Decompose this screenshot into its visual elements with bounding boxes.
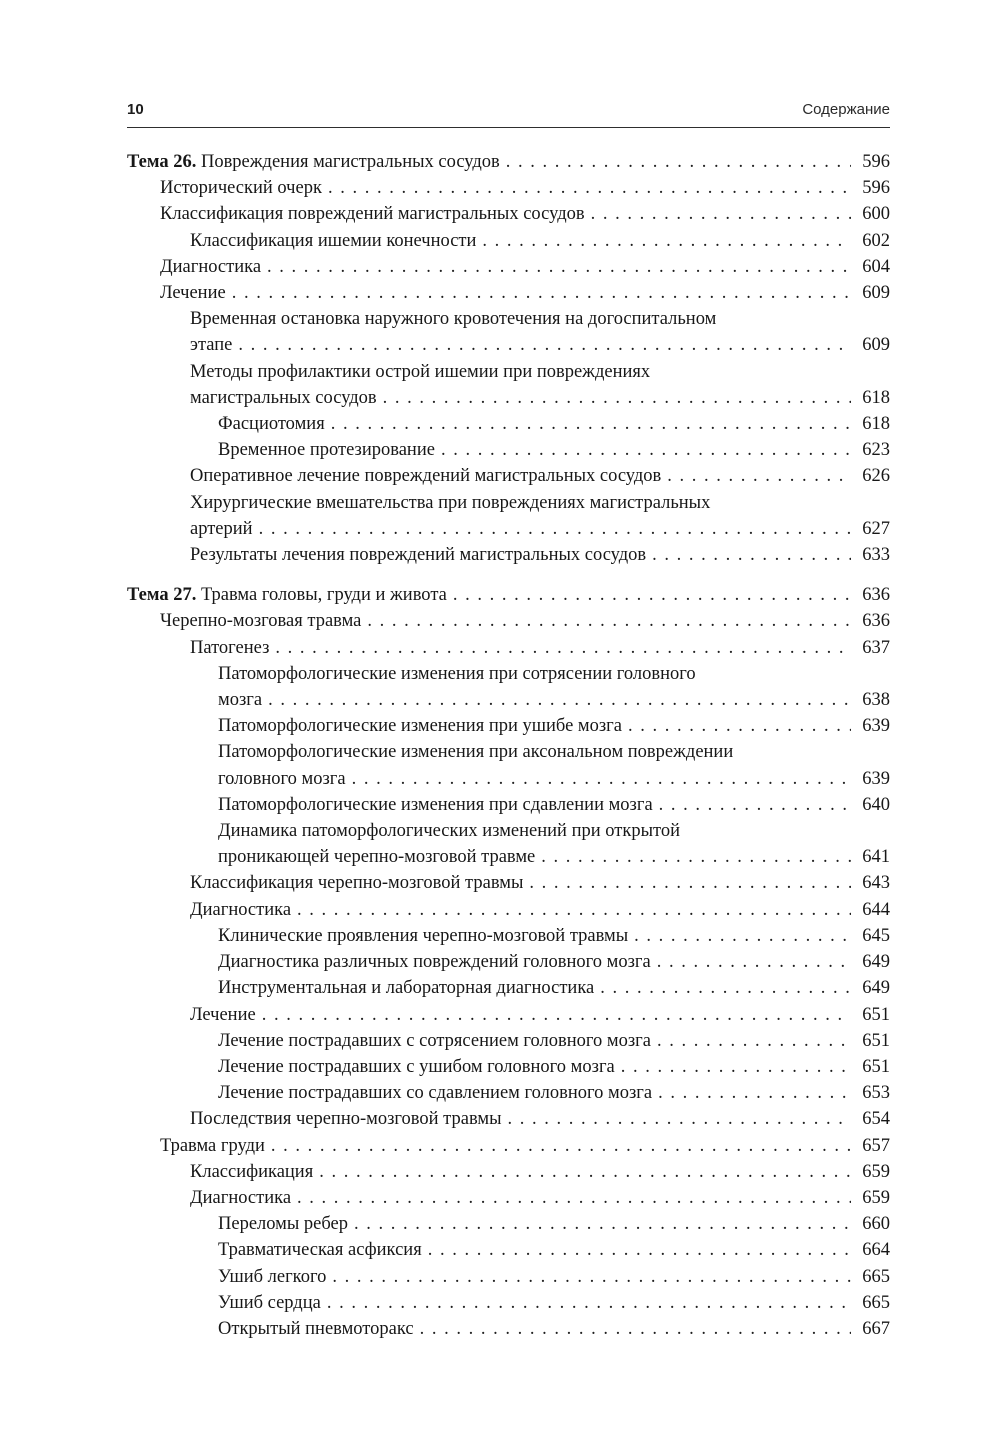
toc-entry-page: 639 — [862, 716, 890, 737]
toc-entry-title: Классификация — [190, 1161, 314, 1182]
dot-leader — [453, 582, 851, 608]
dot-leader — [327, 1290, 851, 1316]
dot-leader — [271, 1133, 851, 1159]
toc-entry-page: 651 — [862, 1056, 890, 1077]
toc-entry — [127, 1237, 890, 1263]
toc-entry-page: 664 — [862, 1240, 890, 1261]
toc-entry-title: этапе — [190, 335, 233, 356]
toc-entry-title: Диагностика — [160, 256, 262, 277]
dot-leader — [275, 635, 851, 661]
toc-entry-title: Оперативное лечение повреждений магистральных сосудов — [190, 466, 662, 487]
toc-line — [127, 766, 890, 792]
toc-entry-page: 596 — [862, 178, 890, 199]
toc-line — [127, 254, 890, 280]
toc-line — [127, 463, 890, 489]
toc-entry-title: Временная остановка наружного кровотечения на догоспитальном — [190, 309, 717, 330]
toc-entry-page: 653 — [862, 1083, 890, 1104]
toc-entry-title: Временное протезирование — [218, 440, 435, 461]
toc-entry — [127, 923, 890, 949]
toc-line — [127, 897, 890, 923]
toc-line — [127, 1316, 890, 1342]
toc-entry — [127, 608, 890, 634]
toc-entry-page: 651 — [862, 1004, 890, 1025]
dot-leader — [634, 923, 851, 949]
toc-line — [127, 1002, 890, 1028]
toc-entry — [127, 201, 890, 227]
toc-entry-title: Лечение пострадавших с сотрясением головного мозга — [218, 1030, 651, 1051]
toc-entry-title: Черепно-мозговая травма — [160, 611, 362, 632]
toc-line — [127, 359, 890, 385]
toc-entry — [127, 1080, 890, 1106]
dot-leader — [621, 1054, 851, 1080]
toc-line — [127, 1237, 890, 1263]
toc-line — [127, 661, 890, 687]
toc-line — [127, 1290, 890, 1316]
toc-entry-title: артерий — [190, 518, 253, 539]
toc-entry-title: Динамика патоморфологических изменений при открытой — [218, 821, 681, 842]
toc-entry-title: Патогенез — [190, 637, 270, 658]
toc-entry-title: Открытый пневмоторакс — [218, 1318, 414, 1339]
toc-entry-page: 644 — [862, 899, 890, 920]
toc-entry-title: магистральных сосудов — [190, 387, 377, 408]
dot-leader — [529, 870, 851, 896]
dot-leader — [354, 1211, 851, 1237]
dot-leader — [297, 1185, 851, 1211]
page-header — [127, 101, 890, 128]
toc-entry-page: 645 — [862, 925, 890, 946]
toc-entry-title: Лечение пострадавших со сдавлением головного мозга — [218, 1083, 653, 1104]
toc-entry — [127, 1211, 890, 1237]
toc-entry — [127, 870, 890, 896]
toc-entry-title: Лечение — [160, 283, 226, 304]
toc-entry-prefix: Тема 27. — [127, 585, 201, 606]
toc-entry-title: проникающей черепно-мозговой травме — [218, 847, 536, 868]
toc-entry-title: Классификация черепно-мозговой травмы — [190, 873, 524, 894]
toc-entry — [127, 359, 890, 411]
toc-entry-title: Лечение пострадавших с ушибом головного мозга — [218, 1056, 615, 1077]
toc-entry — [127, 437, 890, 463]
toc-entry-title: Клинические проявления черепно-мозговой травмы — [218, 925, 629, 946]
toc-line — [127, 844, 890, 870]
toc-entry-title: Ушиб легкого — [218, 1266, 327, 1287]
toc-entry-page: 596 — [862, 152, 890, 172]
toc-entry-title: головного мозга — [218, 768, 346, 789]
dot-leader — [319, 1159, 851, 1185]
toc-entry-page: 627 — [862, 518, 890, 539]
toc-entry-page: 665 — [862, 1292, 890, 1313]
dot-leader — [383, 385, 851, 411]
toc-line — [127, 201, 890, 227]
toc-line — [127, 1080, 890, 1106]
toc-entry-title: Переломы ребер — [218, 1214, 349, 1235]
toc-line — [127, 949, 890, 975]
toc-entry-page: 623 — [862, 440, 890, 461]
toc-entry-title: Патоморфологические изменения при аксональном повреждении — [218, 742, 734, 763]
toc-entry — [127, 1054, 890, 1080]
toc-entry — [127, 306, 890, 358]
dot-leader — [428, 1237, 851, 1263]
toc-line — [127, 1211, 890, 1237]
toc-list — [127, 149, 890, 1342]
book-page — [127, 101, 890, 1342]
dot-leader — [652, 542, 851, 568]
toc-entry — [127, 1106, 890, 1132]
toc-entry-page: 641 — [862, 847, 890, 868]
toc-entry — [127, 661, 890, 713]
toc-entry-page: 633 — [862, 545, 890, 566]
toc-entry-page: 667 — [862, 1318, 890, 1339]
toc-entry — [127, 463, 890, 489]
dot-leader — [297, 897, 851, 923]
toc-entry-title: Методы профилактики острой ишемии при повреждениях — [190, 361, 651, 382]
toc-entry-prefix: Тема 26. — [127, 152, 201, 172]
dot-leader — [259, 516, 851, 542]
toc-line — [127, 870, 890, 896]
dot-leader — [600, 975, 851, 1001]
toc-line — [127, 385, 890, 411]
toc-entry — [127, 897, 890, 923]
toc-entry — [127, 411, 890, 437]
toc-entry-page: 659 — [862, 1161, 890, 1182]
dot-leader — [658, 1080, 851, 1106]
toc-line — [127, 1185, 890, 1211]
toc-line — [127, 149, 890, 175]
toc-line — [127, 635, 890, 661]
toc-line — [127, 818, 890, 844]
toc-entry-page: 640 — [862, 794, 890, 815]
toc-entry-page: 639 — [862, 768, 890, 789]
toc-entry-page: 657 — [862, 1135, 890, 1156]
dot-leader — [331, 411, 851, 437]
toc-entry-page: 609 — [862, 283, 890, 304]
toc-entry — [127, 1185, 890, 1211]
toc-line — [127, 175, 890, 201]
dot-leader — [262, 1002, 851, 1028]
toc-entry — [127, 1133, 890, 1159]
toc-line — [127, 739, 890, 765]
dot-leader — [232, 280, 851, 306]
toc-line — [127, 437, 890, 463]
toc-entry — [127, 635, 890, 661]
toc-entry-page: 618 — [862, 387, 890, 408]
toc-line — [127, 923, 890, 949]
toc-entry — [127, 713, 890, 739]
toc-entry-title: Диагностика — [190, 899, 292, 920]
toc-entry-title: мозга — [218, 690, 263, 711]
toc-entry-title: Патоморфологические изменения при сотрясении головного — [218, 663, 696, 684]
toc-entry — [127, 792, 890, 818]
toc-entry-page: 600 — [862, 204, 890, 225]
toc-entry-page: 643 — [862, 873, 890, 894]
header-title: Содержание — [802, 101, 890, 118]
toc-entry — [127, 818, 890, 870]
toc-entry — [127, 490, 890, 542]
toc-entry — [127, 228, 890, 254]
toc-entry — [127, 280, 890, 306]
toc-entry — [127, 254, 890, 280]
toc-line — [127, 1159, 890, 1185]
toc-line — [127, 306, 890, 332]
toc-entry-title: Патоморфологические изменения при ушибе мозга — [218, 716, 622, 737]
toc-entry-title: Инструментальная и лабораторная диагностика — [218, 978, 595, 999]
toc-entry — [127, 975, 890, 1001]
toc-entry-page: 636 — [862, 585, 890, 606]
toc-line — [127, 1264, 890, 1290]
toc-line — [127, 792, 890, 818]
dot-leader — [267, 254, 851, 280]
toc-entry-page: 649 — [862, 978, 890, 999]
toc-entry-page: 626 — [862, 466, 890, 487]
toc-entry-title: Патоморфологические изменения при сдавлении мозга — [218, 794, 653, 815]
toc-entry-page: 654 — [862, 1109, 890, 1130]
toc-entry — [127, 1290, 890, 1316]
toc-entry-page: 618 — [862, 414, 890, 435]
toc-line — [127, 608, 890, 634]
dot-leader — [328, 175, 851, 201]
toc-entry-title: Классификация повреждений магистральных сосудов — [160, 204, 585, 225]
toc-entry — [127, 582, 890, 608]
toc-entry-title: Последствия черепно-мозговой травмы — [190, 1109, 502, 1130]
toc-entry-title: Диагностика — [190, 1187, 292, 1208]
page-number: 10 — [127, 101, 144, 118]
toc-entry-title: Классификация ишемии конечности — [190, 230, 477, 251]
toc-entry-page: 637 — [862, 637, 890, 658]
toc-entry — [127, 542, 890, 568]
toc-line — [127, 687, 890, 713]
toc-entry-page: 651 — [862, 1030, 890, 1051]
dot-leader — [441, 437, 851, 463]
toc-entry-title: Фасциотомия — [218, 414, 325, 435]
dot-leader — [268, 687, 851, 713]
toc-entry-title: Тема 26. Повреждения магистральных сосудов — [127, 152, 500, 172]
dot-leader — [628, 713, 851, 739]
dot-leader — [659, 792, 851, 818]
toc-line — [127, 490, 890, 516]
toc-entry-page: 665 — [862, 1266, 890, 1287]
toc-entry-page: 660 — [862, 1214, 890, 1235]
toc-entry — [127, 149, 890, 175]
toc-entry — [127, 1264, 890, 1290]
toc-entry-title: Результаты лечения повреждений магистральных сосудов — [190, 545, 647, 566]
toc-entry-title: Травматическая асфиксия — [218, 1240, 422, 1261]
dot-leader — [238, 332, 851, 358]
toc-entry — [127, 1028, 890, 1054]
dot-leader — [506, 149, 851, 175]
toc-line — [127, 411, 890, 437]
dot-leader — [420, 1316, 851, 1342]
toc-entry-title: Хирургические вмешательства при повреждениях магистральных — [190, 492, 711, 513]
dot-leader — [352, 766, 851, 792]
toc-entry-page: 602 — [862, 230, 890, 251]
toc-line — [127, 280, 890, 306]
dot-leader — [657, 1028, 851, 1054]
toc-entry-title: Лечение — [190, 1004, 256, 1025]
dot-leader — [591, 201, 851, 227]
dot-leader — [667, 463, 851, 489]
toc-line — [127, 332, 890, 358]
toc-entry-page: 638 — [862, 690, 890, 711]
toc-entry-title: Тема 27. Травма головы, груди и живота — [127, 585, 447, 606]
dot-leader — [482, 228, 851, 254]
toc-entry — [127, 739, 890, 791]
toc-entry-title: Травма груди — [160, 1135, 265, 1156]
toc-entry-title: Исторический очерк — [160, 178, 322, 199]
toc-entry-page: 659 — [862, 1187, 890, 1208]
toc-line — [127, 975, 890, 1001]
toc-entry-page: 609 — [862, 335, 890, 356]
toc-line — [127, 516, 890, 542]
toc-line — [127, 1133, 890, 1159]
toc-entry-page: 604 — [862, 256, 890, 277]
toc-line — [127, 1054, 890, 1080]
toc-line — [127, 1106, 890, 1132]
toc-line — [127, 582, 890, 608]
toc-entry — [127, 1316, 890, 1342]
toc-entry — [127, 1159, 890, 1185]
toc-entry-title: Диагностика различных повреждений головного мозга — [218, 952, 651, 973]
dot-leader — [367, 608, 851, 634]
toc-line — [127, 542, 890, 568]
toc-entry-page: 649 — [862, 952, 890, 973]
toc-line — [127, 228, 890, 254]
dot-leader — [508, 1106, 851, 1132]
toc-entry — [127, 1002, 890, 1028]
dot-leader — [541, 844, 851, 870]
toc-entry — [127, 175, 890, 201]
dot-leader — [332, 1264, 851, 1290]
toc-line — [127, 713, 890, 739]
toc-entry-title: Ушиб сердца — [218, 1292, 321, 1313]
toc-entry — [127, 949, 890, 975]
toc-line — [127, 1028, 890, 1054]
toc-entry-page: 636 — [862, 611, 890, 632]
dot-leader — [657, 949, 851, 975]
